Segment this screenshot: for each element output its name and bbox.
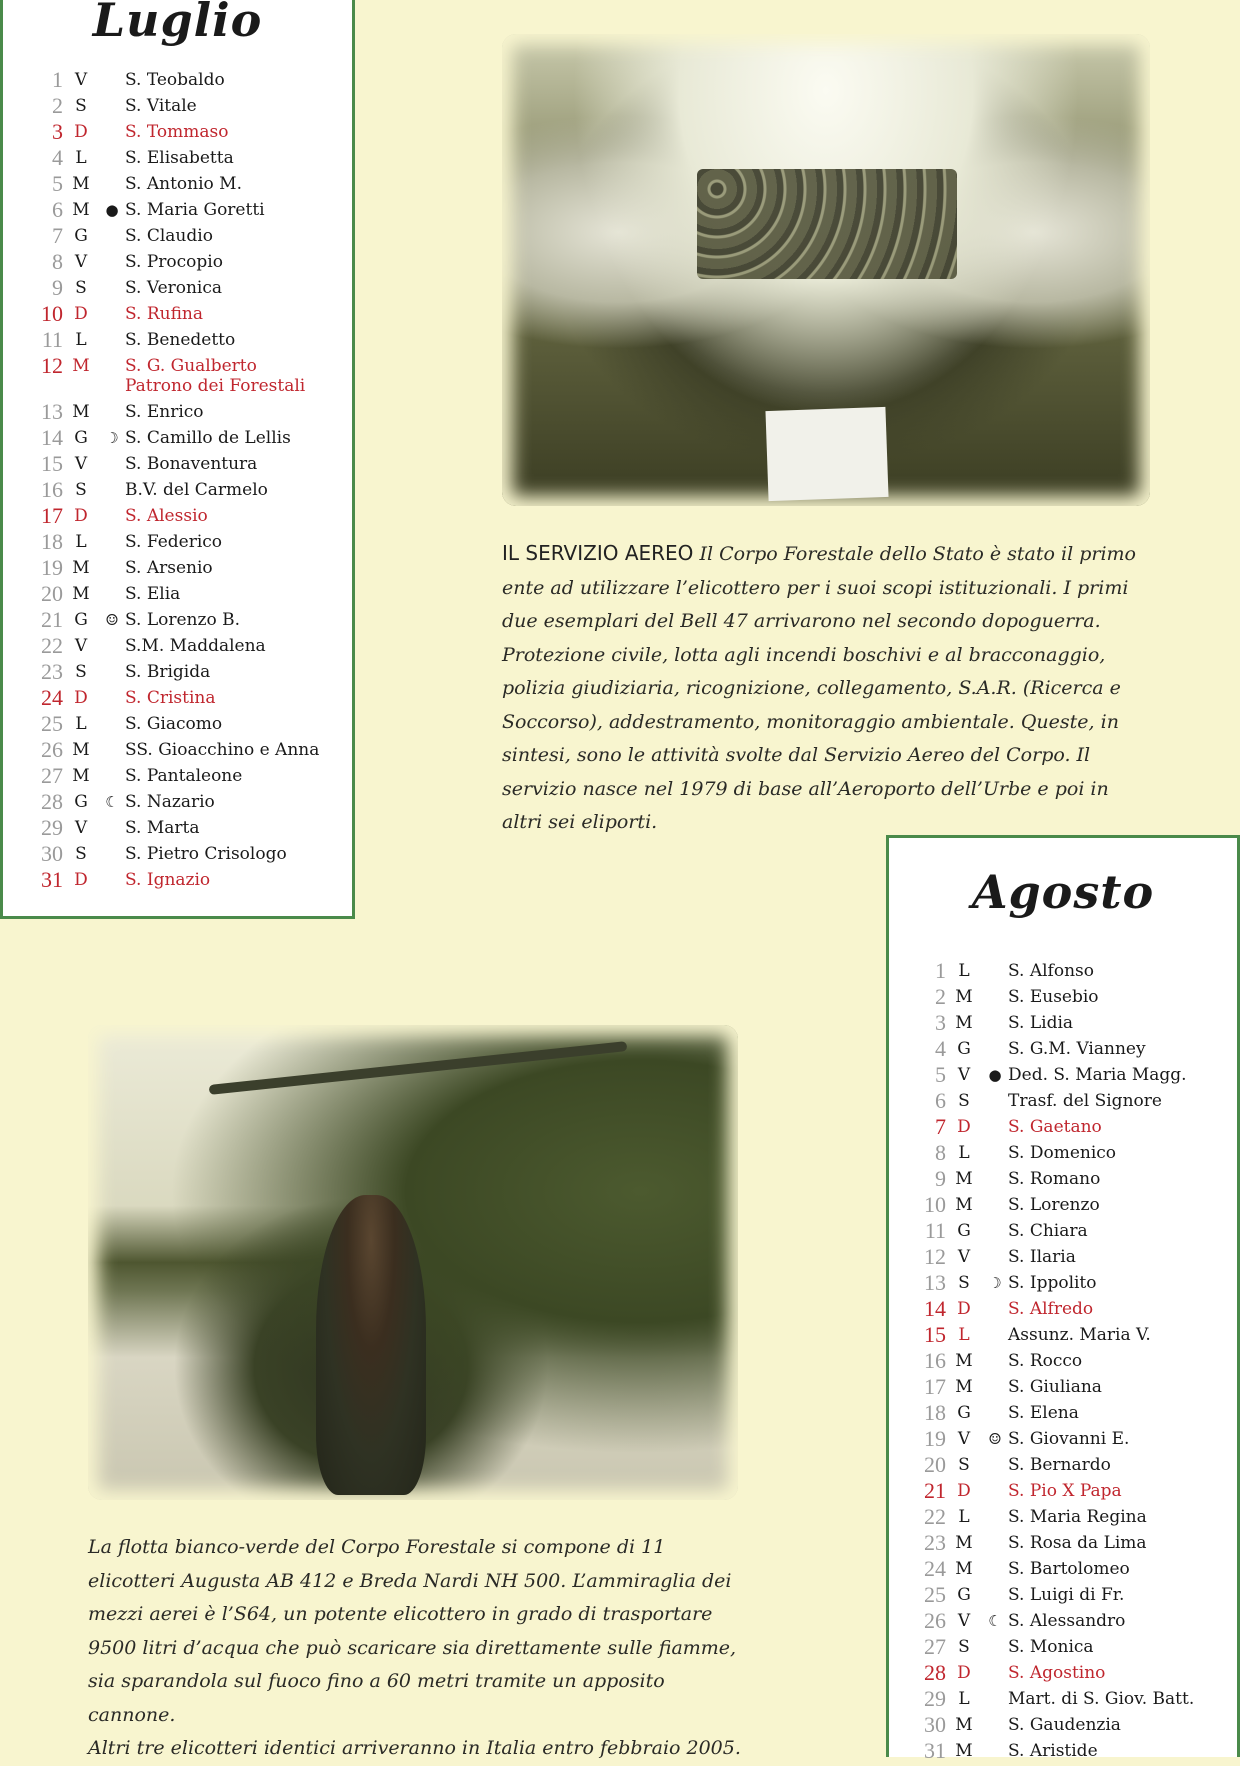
moon-phase-icon: ☺ <box>105 611 119 629</box>
weekday-letter: M <box>72 402 90 422</box>
weekday-letter: D <box>957 1299 971 1319</box>
day-row <box>886 1270 1237 1296</box>
saint-name: S. Elisabetta <box>125 148 234 168</box>
weekday-letter: D <box>74 506 88 526</box>
day-number: 11 <box>41 327 63 352</box>
day-number: 18 <box>924 1400 946 1425</box>
saint-name: S. Gaetano <box>1008 1117 1102 1137</box>
day-number: 6 <box>52 197 63 222</box>
weekday-letter: D <box>74 122 88 142</box>
day-row <box>886 1504 1237 1530</box>
day-number: 8 <box>52 249 63 274</box>
saint-name: S. Bonaventura <box>125 454 258 474</box>
day-number: 17 <box>41 503 63 528</box>
weekday-letter: S <box>958 1455 970 1475</box>
day-number: 27 <box>41 763 63 788</box>
weekday-letter: M <box>72 740 90 760</box>
day-row <box>3 633 352 659</box>
day-row <box>3 249 352 275</box>
saint-name: S. Rosa da Lima <box>1008 1533 1147 1553</box>
saint-name: S. Procopio <box>125 252 223 272</box>
weekday-letter: D <box>957 1117 971 1137</box>
saint-name: Trasf. del Signore <box>1008 1091 1162 1111</box>
saint-name: S. Domenico <box>1008 1143 1117 1163</box>
day-number: 10 <box>41 301 63 326</box>
weekday-letter: G <box>74 428 88 448</box>
servizio-aereo-lead: IL SERVIZIO AEREO <box>502 541 694 565</box>
day-number: 30 <box>41 841 63 866</box>
day-row <box>3 145 352 171</box>
day-row <box>886 1608 1237 1634</box>
day-number: 22 <box>41 633 63 658</box>
saint-name: S. Teobaldo <box>125 70 225 90</box>
day-row <box>886 1738 1237 1764</box>
weekday-letter: M <box>72 200 90 220</box>
day-number: 1 <box>52 67 63 92</box>
flotta-text <box>88 1531 748 1766</box>
day-row <box>886 1348 1237 1374</box>
moon-phase-icon: ☽ <box>105 429 119 447</box>
saint-name: S. Tommaso <box>125 122 229 142</box>
month-title-agosto: Agosto <box>971 865 1155 919</box>
day-number: 7 <box>935 1114 946 1139</box>
weekday-letter: M <box>72 174 90 194</box>
saint-name-line-1: S. G. Gualberto <box>125 356 257 376</box>
day-row <box>886 1218 1237 1244</box>
day-row <box>3 607 352 633</box>
weekday-letter: S <box>75 662 87 682</box>
day-row <box>3 685 352 711</box>
weekday-letter: M <box>955 1715 973 1735</box>
saint-name: S. Claudio <box>125 226 213 246</box>
saint-name: S. Ignazio <box>125 870 211 890</box>
weekday-letter: V <box>957 1247 971 1267</box>
day-number: 2 <box>935 984 946 1009</box>
saint-name: S. Elena <box>1008 1403 1079 1423</box>
weekday-letter: S <box>958 1273 970 1293</box>
saint-name: SS. Gioacchino e Anna <box>125 740 320 760</box>
weekday-letter: S <box>75 844 87 864</box>
day-number: 10 <box>924 1192 946 1217</box>
day-row <box>3 327 352 353</box>
day-row <box>886 1192 1237 1218</box>
day-number: 16 <box>924 1348 946 1373</box>
day-row <box>3 789 352 815</box>
weekday-letter: D <box>74 688 88 708</box>
day-number: 29 <box>924 1686 946 1711</box>
day-number: 28 <box>924 1660 946 1685</box>
saint-name: S. Bernardo <box>1008 1455 1111 1475</box>
saint-name: S. Lorenzo B. <box>125 610 240 630</box>
weekday-letter: V <box>957 1065 971 1085</box>
day-number: 20 <box>41 581 63 606</box>
weekday-letter: S <box>958 1637 970 1657</box>
day-list-luglio <box>3 67 352 893</box>
day-number: 21 <box>924 1478 946 1503</box>
weekday-letter: L <box>958 1143 970 1163</box>
weekday-letter: L <box>75 330 87 350</box>
day-row <box>886 1556 1237 1582</box>
moon-phase-icon: ☽ <box>988 1274 1002 1292</box>
day-row <box>886 1322 1237 1348</box>
saint-name: S. Benedetto <box>125 330 236 350</box>
day-number: 28 <box>41 789 63 814</box>
weekday-letter: V <box>74 636 88 656</box>
weekday-letter: G <box>957 1403 971 1423</box>
day-number: 25 <box>41 711 63 736</box>
day-number: 11 <box>924 1218 946 1243</box>
saint-name: S. Maria Goretti <box>125 200 265 220</box>
day-row <box>3 581 352 607</box>
day-number: 14 <box>41 425 63 450</box>
saint-name: S. Alessandro <box>1008 1611 1126 1631</box>
day-number: 4 <box>52 145 63 170</box>
saint-name: S. Giovanni E. <box>1008 1429 1130 1449</box>
day-row <box>3 867 352 893</box>
weekday-letter: G <box>74 226 88 246</box>
day-number: 15 <box>41 451 63 476</box>
weekday-letter: D <box>957 1663 971 1683</box>
weekday-letter: L <box>958 1325 970 1345</box>
weekday-letter: M <box>72 766 90 786</box>
moon-phase-icon: ☾ <box>105 793 119 811</box>
day-row <box>886 1530 1237 1556</box>
weekday-letter: L <box>75 714 87 734</box>
day-number: 12 <box>41 353 63 378</box>
day-number: 25 <box>924 1582 946 1607</box>
day-row <box>3 425 352 451</box>
servizio-aereo-paragraph-1 <box>502 537 1152 639</box>
weekday-letter: D <box>74 304 88 324</box>
weekday-letter: S <box>75 480 87 500</box>
weekday-letter: G <box>957 1221 971 1241</box>
weekday-letter: M <box>955 1533 973 1553</box>
saint-name: Ded. S. Maria Magg. <box>1008 1065 1187 1085</box>
day-row <box>886 1114 1237 1140</box>
saint-name: S. Marta <box>125 818 200 838</box>
weekday-letter: M <box>955 1741 973 1761</box>
day-row <box>886 1712 1237 1738</box>
saint-name: S. Gaudenzia <box>1008 1715 1121 1735</box>
weekday-letter: M <box>955 1559 973 1579</box>
day-row <box>3 197 352 223</box>
saint-name: S. Arsenio <box>125 558 213 578</box>
day-row <box>886 958 1237 984</box>
day-number: 1 <box>935 958 946 983</box>
day-row <box>886 1582 1237 1608</box>
day-row <box>3 93 352 119</box>
day-number: 6 <box>935 1088 946 1113</box>
saint-name: S. Alfredo <box>1008 1299 1094 1319</box>
day-row <box>886 1400 1237 1426</box>
day-row <box>3 815 352 841</box>
day-number: 3 <box>935 1010 946 1035</box>
weekday-letter: L <box>75 532 87 552</box>
moon-phase-icon: ☺ <box>988 1430 1002 1448</box>
day-row <box>886 1374 1237 1400</box>
day-row <box>3 275 352 301</box>
saint-name: S. Antonio M. <box>125 174 242 194</box>
day-number: 26 <box>924 1608 946 1633</box>
instrument-panel <box>697 169 957 279</box>
servizio-aereo-paragraph-2: Protezione civile, lotta agli incendi boschivi e al bracconaggio, polizia giudiziaria, ricognizione, collegamento, S.A.R. (Ricerca e Soccorso), addestramento, monitoraggio ambientale. Queste, in sintesi, sono le attività svolte dal Servizio Aereo del Corpo. Il servizio nasce nel 1979 di base all’Aeroporto dell’Urbe e poi in altri sei eliporti. <box>502 643 1121 833</box>
saint-name: S. Veronica <box>125 278 223 298</box>
day-row <box>3 711 352 737</box>
moon-phase-icon: ● <box>105 201 119 219</box>
day-row <box>886 1244 1237 1270</box>
day-number: 26 <box>41 737 63 762</box>
weekday-letter: S <box>958 1091 970 1111</box>
checklist-paper <box>765 407 888 501</box>
weekday-letter: M <box>955 1195 973 1215</box>
weekday-letter: M <box>955 1013 973 1033</box>
day-number: 13 <box>924 1270 946 1295</box>
saint-name: S. Ippolito <box>1008 1273 1097 1293</box>
rotor-blade <box>209 1041 628 1095</box>
saint-name: S. Alessio <box>125 506 208 526</box>
calendar-panel-luglio <box>0 0 355 919</box>
day-number: 31 <box>924 1738 946 1763</box>
weekday-letter: S <box>75 278 87 298</box>
saint-name: S. Camillo de Lellis <box>125 428 291 448</box>
weekday-letter: M <box>72 356 90 376</box>
flotta-paragraph-1: La flotta bianco-verde del Corpo Forestale si compone di 11 elicotteri Augusta AB 412 e Breda Nardi NH 500. L’ammiraglia dei mezzi aerei è l’S64, un potente elicottero in grado di trasportare 9500 litri d’acqua che può scaricare sia direttamente sulle fiamme, sia sparandola sul fuoco fino a 60 metri tramite un apposito cannone. <box>88 1536 737 1726</box>
day-number: 5 <box>52 171 63 196</box>
day-number: 12 <box>924 1244 946 1269</box>
day-row <box>3 67 352 93</box>
servizio-aereo-body-1: Il Corpo Forestale dello Stato è stato il primo ente ad utilizzare l’elicottero per i suoi scopi istituzionali. I primi due esemplari del Bell 47 arrivarono nel secondo dopoguerra. <box>502 543 1136 632</box>
weekday-letter: M <box>955 1377 973 1397</box>
day-number: 29 <box>41 815 63 840</box>
day-row <box>3 223 352 249</box>
cockpit-photo <box>502 34 1150 506</box>
day-row <box>886 984 1237 1010</box>
day-row <box>3 399 352 425</box>
day-number: 19 <box>924 1426 946 1451</box>
saint-name: S.M. Maddalena <box>125 636 266 656</box>
day-number: 22 <box>924 1504 946 1529</box>
day-row <box>3 171 352 197</box>
saint-name: S. Bartolomeo <box>1008 1559 1130 1579</box>
saint-name: S. Cristina <box>125 688 216 708</box>
weekday-letter: L <box>958 961 970 981</box>
day-row <box>3 763 352 789</box>
day-number: 7 <box>52 223 63 248</box>
weekday-letter: V <box>74 454 88 474</box>
day-number: 4 <box>935 1036 946 1061</box>
day-number: 13 <box>41 399 63 424</box>
day-row <box>3 659 352 685</box>
weekday-letter: M <box>955 987 973 1007</box>
moon-phase-icon: ☾ <box>988 1612 1002 1630</box>
day-number: 24 <box>41 685 63 710</box>
day-number: 9 <box>52 275 63 300</box>
day-row <box>3 477 352 503</box>
saint-name: S. Giacomo <box>125 714 223 734</box>
saint-name: S. Monica <box>1008 1637 1094 1657</box>
weekday-letter: L <box>958 1507 970 1527</box>
saint-name: S. Luigi di Fr. <box>1008 1585 1125 1605</box>
saint-name: S. Ilaria <box>1008 1247 1076 1267</box>
flotta-paragraph-2: Altri tre elicotteri identici arriveranno in Italia entro febbraio 2005. <box>88 1737 741 1759</box>
saint-name: S. Lorenzo <box>1008 1195 1100 1215</box>
weekday-letter: M <box>955 1169 973 1189</box>
day-number: 15 <box>924 1322 946 1347</box>
day-row <box>886 1686 1237 1712</box>
day-row <box>3 841 352 867</box>
day-number: 9 <box>935 1166 946 1191</box>
weekday-letter: G <box>74 792 88 812</box>
day-number: 30 <box>924 1712 946 1737</box>
day-row <box>886 1166 1237 1192</box>
day-number: 5 <box>935 1062 946 1087</box>
day-list-agosto <box>886 958 1237 1764</box>
day-number: 20 <box>924 1452 946 1477</box>
weekday-letter: G <box>957 1585 971 1605</box>
saint-name: S. Pietro Crisologo <box>125 844 287 864</box>
weekday-letter: M <box>72 584 90 604</box>
day-row <box>886 1660 1237 1686</box>
day-number: 17 <box>924 1374 946 1399</box>
saint-name: S. Romano <box>1008 1169 1101 1189</box>
day-number: 3 <box>52 119 63 144</box>
day-number: 2 <box>52 93 63 118</box>
saint-name: S. Chiara <box>1008 1221 1088 1241</box>
day-row <box>3 529 352 555</box>
calendar-panel-agosto <box>886 835 1240 1763</box>
saint-name: S. Pantaleone <box>125 766 243 786</box>
day-number: 23 <box>41 659 63 684</box>
saint-name: S. Federico <box>125 532 223 552</box>
pilot-figure <box>316 1195 426 1495</box>
saint-name: B.V. del Carmelo <box>125 480 268 500</box>
day-number: 24 <box>924 1556 946 1581</box>
day-row <box>3 555 352 581</box>
day-number: 19 <box>41 555 63 580</box>
day-number: 23 <box>924 1530 946 1555</box>
day-row <box>886 1426 1237 1452</box>
day-number: 16 <box>41 477 63 502</box>
weekday-letter: V <box>957 1611 971 1631</box>
saint-name: S. G.M. Vianney <box>1008 1039 1146 1059</box>
saint-name: S. Giuliana <box>1008 1377 1102 1397</box>
day-number: 18 <box>41 529 63 554</box>
saint-name: S. Enrico <box>125 402 204 422</box>
saint-name: S. Brigida <box>125 662 211 682</box>
helicopter-photo <box>88 1025 738 1500</box>
day-row <box>886 1010 1237 1036</box>
saint-name: S. Pio X Papa <box>1008 1481 1122 1501</box>
day-row <box>886 1140 1237 1166</box>
day-row <box>886 1634 1237 1660</box>
servizio-aereo-text <box>502 537 1152 840</box>
day-row <box>3 503 352 529</box>
day-row <box>3 353 352 399</box>
saint-name-line-2: Patrono dei Forestali <box>125 376 306 396</box>
weekday-letter: L <box>958 1689 970 1709</box>
saint-name: S. Maria Regina <box>1008 1507 1147 1527</box>
saint-name: Assunz. Maria V. <box>1008 1325 1151 1345</box>
day-number: 31 <box>41 867 63 892</box>
day-row <box>886 1452 1237 1478</box>
weekday-letter: V <box>957 1429 971 1449</box>
day-row <box>3 119 352 145</box>
saint-name: S. Rocco <box>1008 1351 1083 1371</box>
saint-name: S. Alfonso <box>1008 961 1094 981</box>
saint-name: S. Vitale <box>125 96 197 116</box>
saint-name: S. Elia <box>125 584 181 604</box>
weekday-letter: V <box>74 70 88 90</box>
day-row <box>886 1088 1237 1114</box>
weekday-letter: D <box>957 1481 971 1501</box>
weekday-letter: M <box>72 558 90 578</box>
weekday-letter: L <box>75 148 87 168</box>
weekday-letter: S <box>75 96 87 116</box>
saint-name: S. Nazario <box>125 792 215 812</box>
month-title-luglio: Luglio <box>92 0 263 47</box>
moon-phase-icon: ● <box>988 1066 1002 1084</box>
saint-name: Mart. di S. Giov. Batt. <box>1008 1689 1195 1709</box>
day-row <box>3 301 352 327</box>
day-row <box>886 1062 1237 1088</box>
day-number: 27 <box>924 1634 946 1659</box>
weekday-letter: D <box>74 870 88 890</box>
day-number: 8 <box>935 1140 946 1165</box>
saint-name: S. Lidia <box>1008 1013 1074 1033</box>
day-number: 21 <box>41 607 63 632</box>
weekday-letter: V <box>74 818 88 838</box>
day-row <box>886 1296 1237 1322</box>
day-row <box>3 737 352 763</box>
saint-name <box>125 356 352 396</box>
saint-name: S. Eusebio <box>1008 987 1099 1007</box>
weekday-letter: V <box>74 252 88 272</box>
saint-name: S. Rufina <box>125 304 204 324</box>
day-row <box>3 451 352 477</box>
weekday-letter: G <box>957 1039 971 1059</box>
day-number: 14 <box>924 1296 946 1321</box>
weekday-letter: G <box>74 610 88 630</box>
day-row <box>886 1036 1237 1062</box>
saint-name: S. Aristide <box>1008 1741 1098 1761</box>
day-row <box>886 1478 1237 1504</box>
saint-name: S. Agostino <box>1008 1663 1106 1683</box>
weekday-letter: M <box>955 1351 973 1371</box>
